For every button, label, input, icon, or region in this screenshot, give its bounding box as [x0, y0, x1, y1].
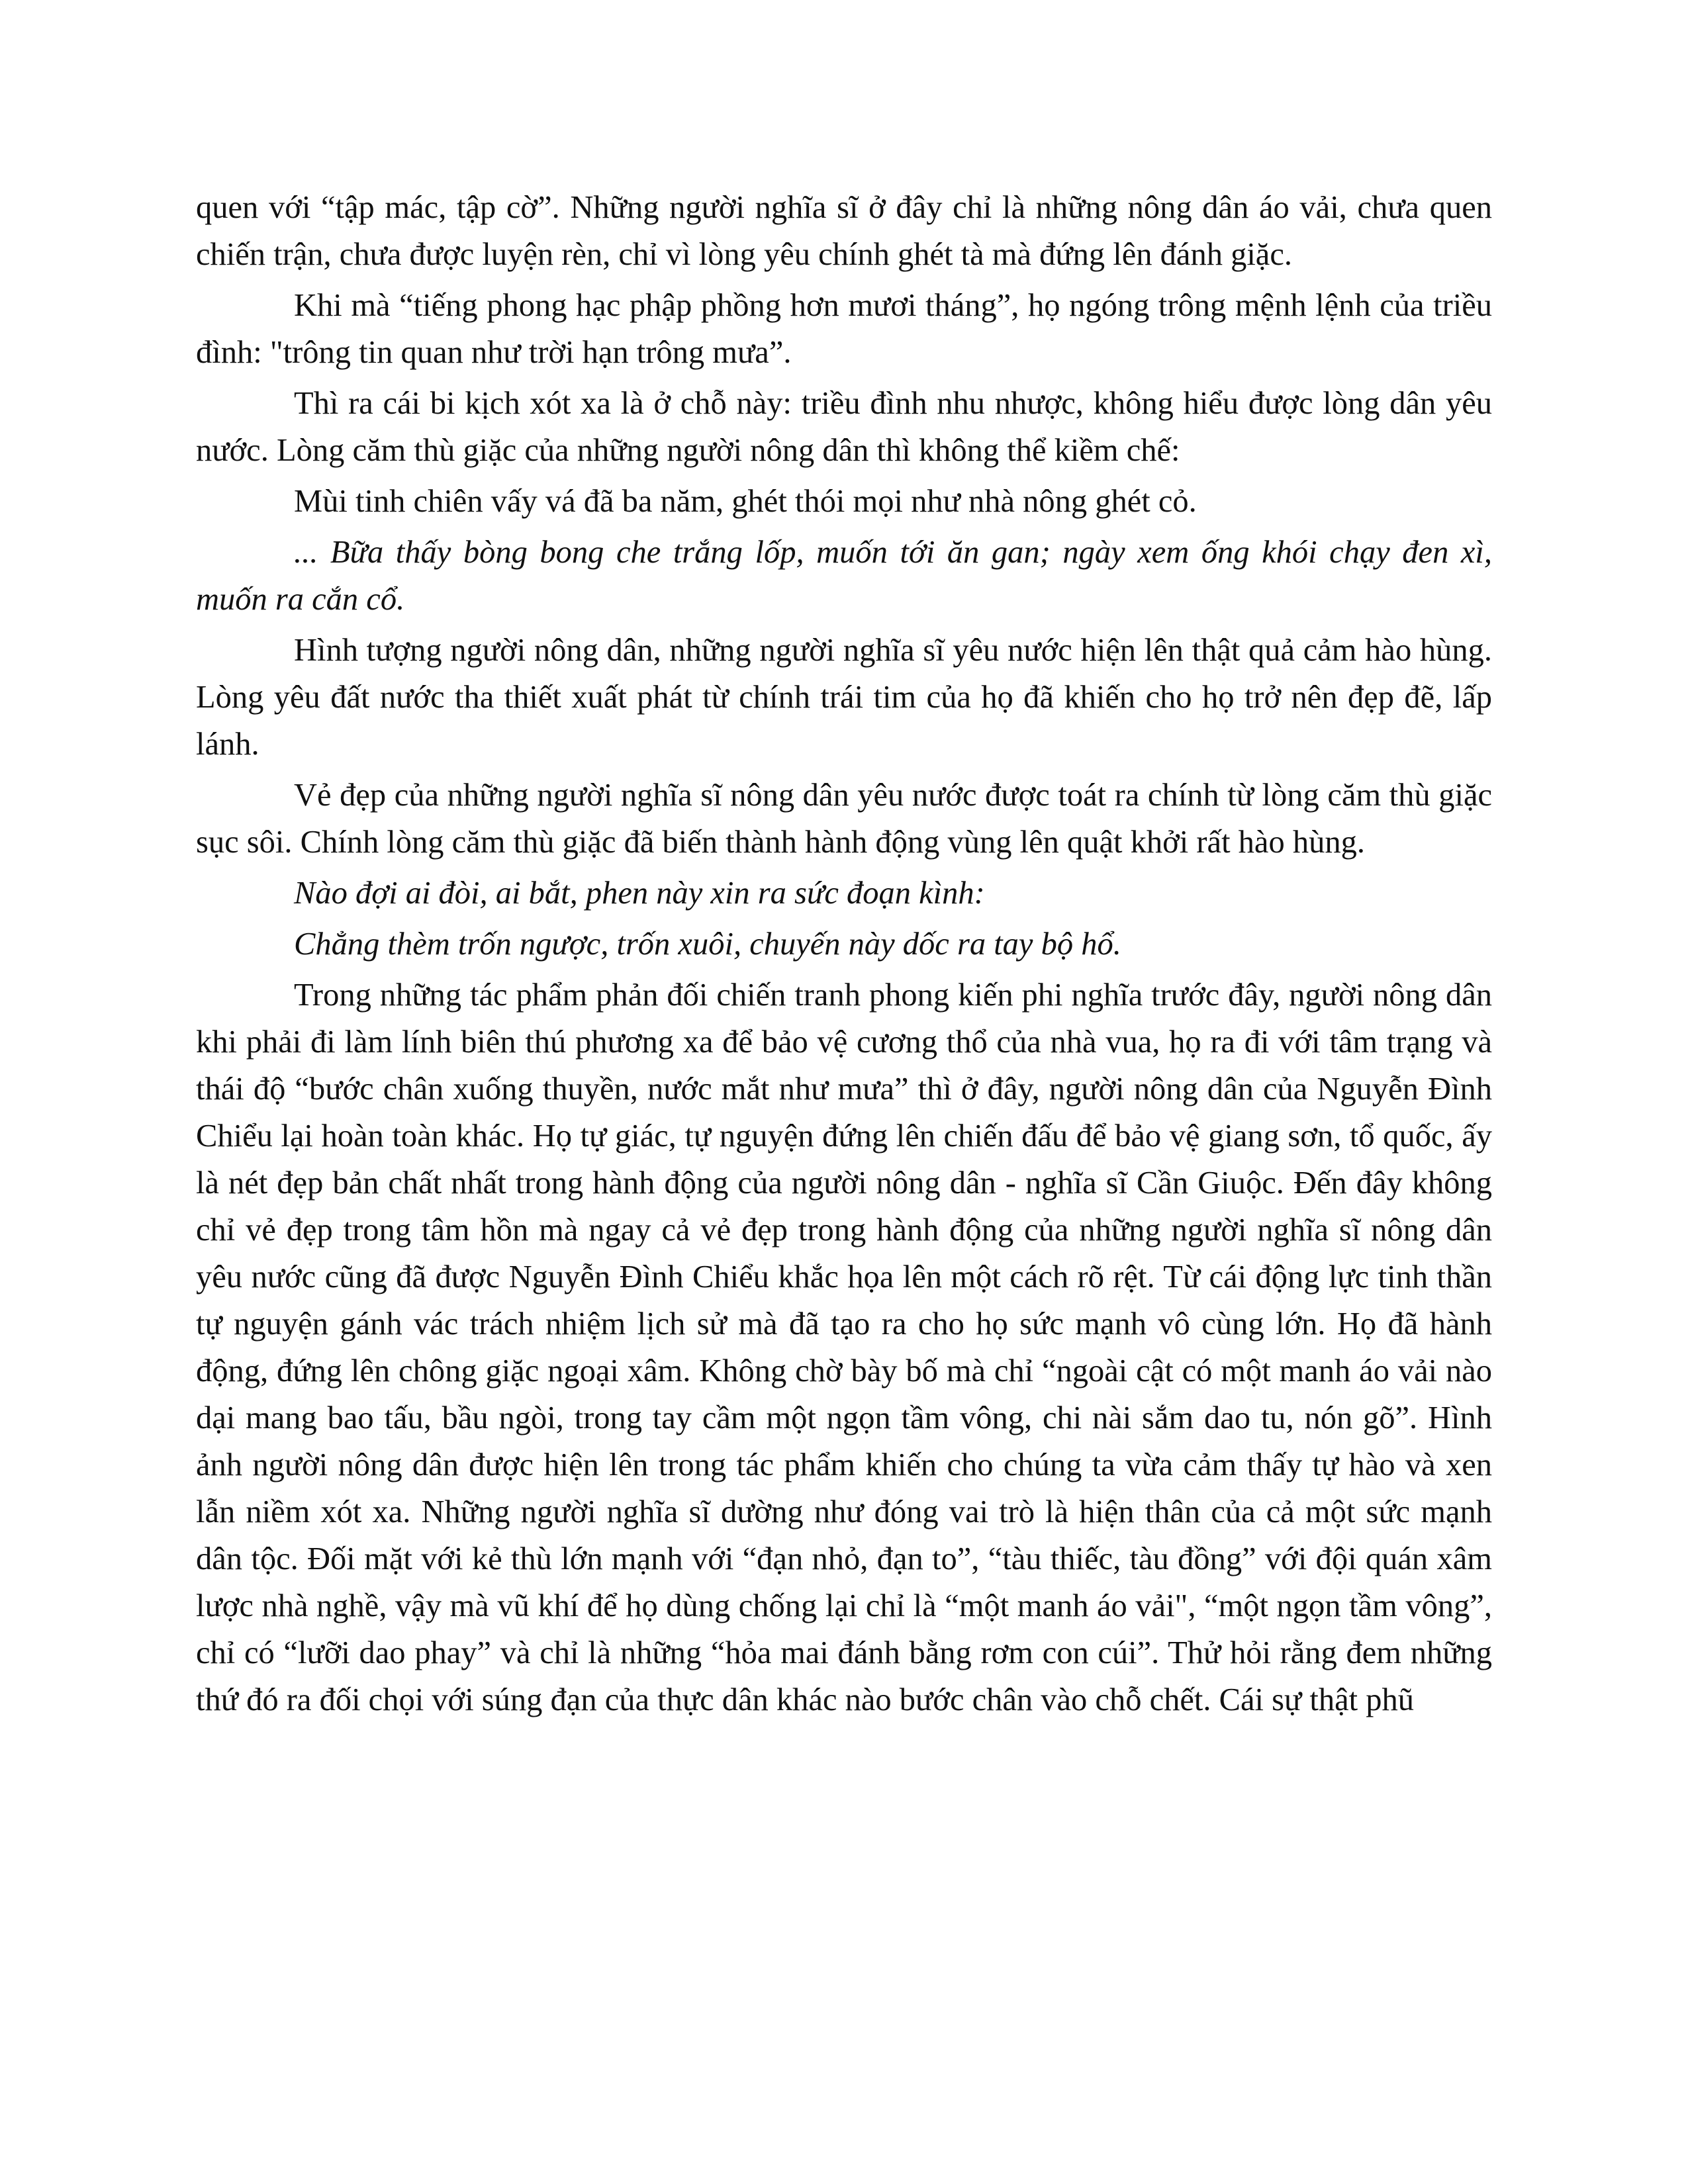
paragraph-3: Thì ra cái bi kịch xót xa là ở chỗ này: triều đình nhu nhược, không hiểu được lòng dân yêu nước. Lòng căm thù giặc của những người nông dân thì không thể kiềm chế: [196, 386, 1492, 468]
document-page [196, 184, 1492, 1727]
quote-line-1: Nào đợi ai đòi, ai bắt, phen này xin ra sức đoạn kình: [294, 876, 985, 911]
paragraph-2: Khi mà “tiếng phong hạc phập phồng hơn mươi tháng”, họ ngóng trông mệnh lệnh của triều đình: "trông tin quan như trời hạn trông mưa”. [196, 288, 1492, 370]
quote-paragraph-1: ... Bữa thấy bòng bong che trắng lốp, muốn tới ăn gan; ngày xem ống khói chạy đen xì, muốn ra cắn cổ. [196, 535, 1492, 617]
paragraph-7: Trong những tác phẩm phản đối chiến tranh phong kiến phi nghĩa trước đây, người nông dân khi phải đi làm lính biên thú phương xa để bảo vệ cương thổ của nhà vua, họ ra đi với tâm trạng và thái độ “bước chân xuống thuyền, nước mắt như mưa” thì ở đây, người nông dân của Nguyễn Đình Chiểu lại hoàn toàn khác. Họ tự giác, tự nguyện đứng lên chiến đấu để bảo vệ giang sơn, tổ quốc, ấy là nét đẹp bản chất nhất trong hành động của người nông dân - nghĩa sĩ Cần Giuộc. Đến đây không chỉ vẻ đẹp trong tâm hồn mà ngay cả vẻ đẹp trong hành động của những người nghĩa sĩ nông dân yêu nước cũng đã được Nguyễn Đình Chiểu khắc họa lên một cách rõ rệt. Từ cái động lực tinh thần tự nguyện gánh vác trách nhiệm lịch sử mà đã tạo ra cho họ sức mạnh vô cùng lớn. Họ đã hành động, đứng lên chông giặc ngoại xâm. Không chờ bày bố mà chỉ “ngoài cật có một manh áo vải nào dại mang bao tấu, bầu ngòi, trong tay cầm một ngọn tầm vông, chi nài sắm dao tu, nón gõ”. Hình ảnh người nông dân được hiện lên trong tác phẩm khiến cho chúng ta vừa cảm thấy tự hào và xen lẫn niềm xót xa. Những người nghĩa sĩ dường như đóng vai trò là hiện thân của cả một sức mạnh dân tộc. Đối mặt với kẻ thù lớn mạnh với “đạn nhỏ, đạn to”, “tàu thiếc, tàu đồng” với đội quán xâm lược nhà nghề, vậy mà vũ khí để họ dùng chống lại chỉ là “một manh áo vải", “một ngọn tầm vông”, chỉ có “lưỡi dao phay” và chỉ là những “hỏa mai đánh bằng rơm con cúi”. Thử hỏi rằng đem những thứ đó ra đối chọi với súng đạn của thực dân khác nào bước chân vào chỗ chết. Cái sự thật phũ [196, 978, 1492, 1717]
paragraph-6: Vẻ đẹp của những người nghĩa sĩ nông dân yêu nước được toát ra chính từ lòng căm thù giặc sục sôi. Chính lòng căm thù giặc đã biến thành hành động vùng lên quật khởi rất hào hùng. [196, 778, 1492, 860]
paragraph-1: quen với “tập mác, tập cờ”. Những người nghĩa sĩ ở đây chỉ là những nông dân áo vải, chưa quen chiến trận, chưa được luyện rèn, chỉ vì lòng yêu chính ghét tà mà đứng lên đánh giặc. [196, 190, 1492, 272]
paragraph-5: Hình tượng người nông dân, những người nghĩa sĩ yêu nước hiện lên thật quả cảm hào hùng. Lòng yêu đất nước tha thiết xuất phát từ chính trái tim của họ đã khiến cho họ trở nên đẹp đẽ, lấp lánh. [196, 633, 1492, 762]
paragraph-4: Mùi tinh chiên vấy vá đã ba năm, ghét thói mọi như nhà nông ghét cỏ. [294, 484, 1197, 519]
quote-line-2: Chẳng thèm trốn ngược, trốn xuôi, chuyến này dốc ra tay bộ hổ. [294, 927, 1121, 962]
